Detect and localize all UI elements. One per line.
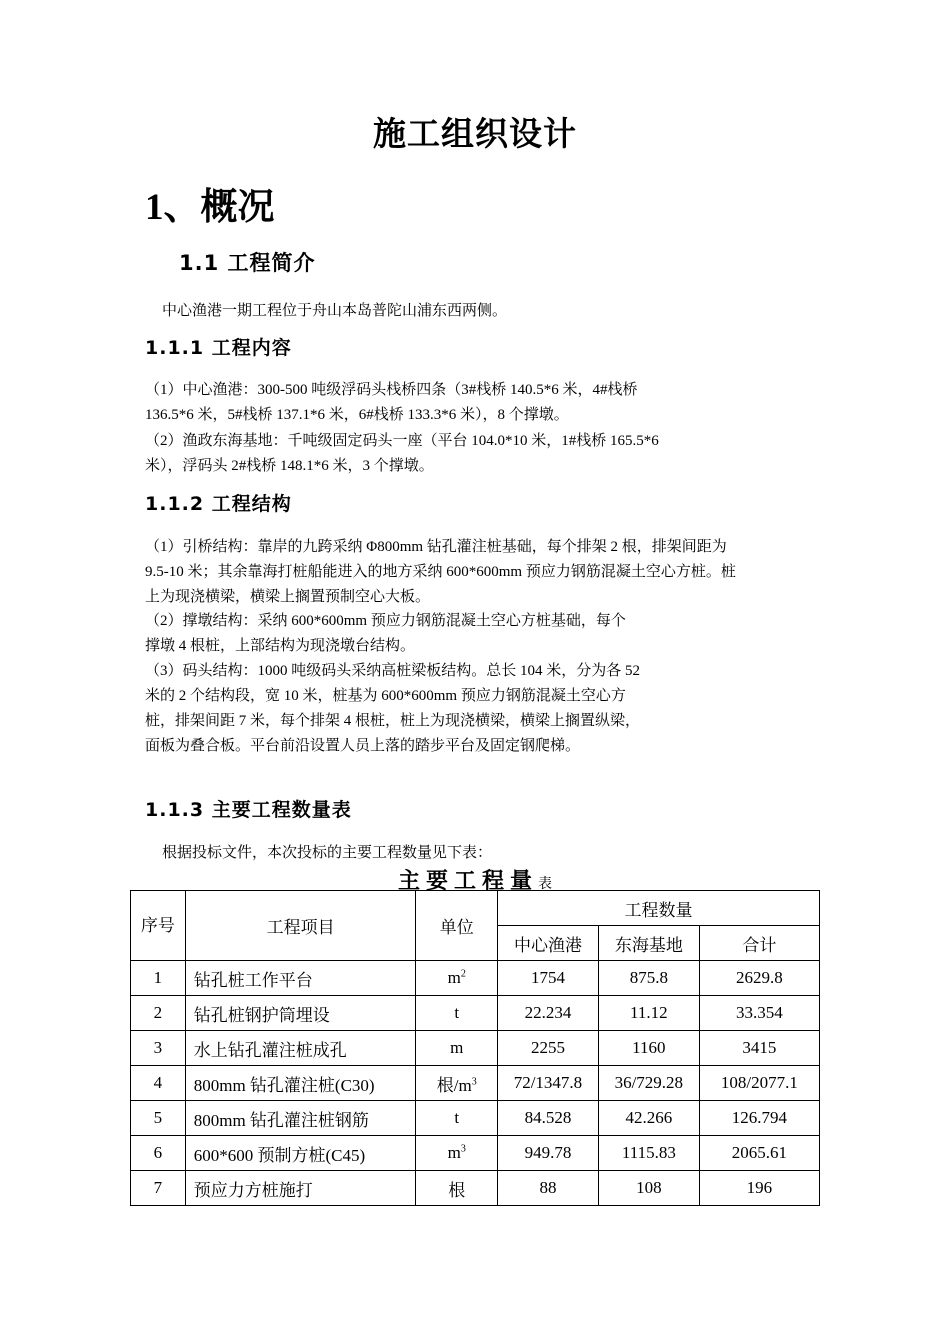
document-title: 施工组织设计: [373, 117, 577, 153]
table-row: [131, 1171, 820, 1206]
unit-superscript: 3: [471, 1075, 477, 1087]
cell-total: [699, 1136, 819, 1171]
cell-name: [185, 996, 416, 1031]
cell-unit: [416, 1101, 498, 1136]
table-row: [131, 1136, 820, 1171]
cell-name-text: 钻孔桩钢护筒埋设: [193, 1005, 330, 1025]
table-row: [131, 961, 820, 996]
cell-donghai-base-text: 11.12: [630, 1003, 668, 1022]
unit-superscript: 2: [460, 968, 466, 980]
cell-unit-text: m: [447, 1143, 461, 1162]
header-donghai-base: 东海基地: [598, 926, 699, 961]
cell-total-text: 3415: [742, 1038, 777, 1057]
cell-name: [185, 1171, 416, 1206]
cell-donghai-base-text: 42.266: [625, 1108, 673, 1127]
table-row: [131, 1031, 820, 1066]
section-heading-1-1-2: 1.1.2 工程结构: [145, 493, 292, 515]
structure-line: 面板为叠合板。平台前沿设置人员上落的踏步平台及固定钢爬梯。: [145, 738, 581, 754]
cell-center-port-text: 2255: [530, 1038, 565, 1057]
table-row: [131, 1066, 820, 1101]
cell-seq-text: 4: [153, 1073, 163, 1092]
cell-total-text: 2629.8: [736, 968, 783, 987]
structure-line: 9.5-10 米；其余靠海打桩船能进入的地方采纳 600*600mm 预应力钢筋混凝土空心方桩。桩: [145, 564, 736, 580]
structure-line: （3）码头结构：1000 吨级码头采纳高桩梁板结构。总长 104 米，分为各 52: [145, 663, 641, 679]
cell-donghai-base: [598, 961, 699, 996]
cell-donghai-base: [598, 1136, 699, 1171]
cell-donghai-base-text: 1115.83: [621, 1143, 676, 1162]
cell-center-port: [498, 961, 599, 996]
cell-center-port-text: 88: [539, 1178, 557, 1197]
content-line: 米），浮码头 2#栈桥 148.1*6 米，3 个撑墩。: [145, 458, 434, 474]
header-seq: 序号: [131, 891, 186, 961]
cell-total: [699, 961, 819, 996]
structure-line: 米的 2 个结构段，宽 10 米，桩基为 600*600mm 预应力钢筋混凝土空心方: [145, 688, 626, 704]
cell-name-text: 800mm 钻孔灌注桩(C30): [193, 1075, 375, 1095]
cell-center-port-text: 72/1347.8: [513, 1073, 583, 1092]
cell-name: [185, 1101, 416, 1136]
cell-seq: [131, 1066, 186, 1101]
content-line: （2）渔政东海基地：千吨级固定码头一座（平台 104.0*10 米，1#栈桥 165.5*6: [145, 433, 659, 449]
table-header-row: [131, 891, 820, 926]
cell-seq: [131, 1136, 186, 1171]
intro-paragraph: 中心渔港一期工程位于舟山本岛普陀山浦东西两侧。: [162, 303, 508, 319]
cell-unit-text: t: [454, 1108, 460, 1127]
cell-center-port: [498, 1171, 599, 1206]
cell-name: [185, 1031, 416, 1066]
cell-donghai-base: [598, 1101, 699, 1136]
cell-donghai-base: [598, 996, 699, 1031]
cell-seq: [131, 1031, 186, 1066]
section-heading-1-1-1: 1.1.1 工程内容: [145, 337, 292, 359]
cell-total: [699, 1031, 819, 1066]
cell-total-text: 126.794: [731, 1108, 787, 1127]
cell-unit: [416, 961, 498, 996]
cell-center-port-text: 84.528: [524, 1108, 572, 1127]
cell-center-port: [498, 1031, 599, 1066]
cell-name-text: 预应力方桩施打: [193, 1180, 313, 1200]
content-line: （1）中心渔港：300-500 吨级浮码头栈桥四条（3#栈桥 140.5*6 米，4#栈桥: [145, 382, 638, 398]
table-caption-main: 主要工程量: [397, 868, 538, 893]
cell-name-text: 钻孔桩工作平台: [193, 970, 313, 990]
chapter-heading: 1、概况: [145, 187, 275, 228]
cell-name: [185, 961, 416, 996]
cell-total-text: 33.354: [736, 1003, 783, 1022]
table-caption-suffix: 表: [538, 877, 552, 892]
header-total: 合计: [699, 926, 819, 961]
cell-seq-text: 2: [153, 1003, 163, 1022]
cell-unit: [416, 996, 498, 1031]
cell-center-port: [498, 1066, 599, 1101]
cell-total-text: 196: [746, 1178, 773, 1197]
cell-seq: [131, 996, 186, 1031]
table-row: [131, 996, 820, 1031]
cell-unit-text: m: [450, 1038, 464, 1057]
cell-seq-text: 3: [153, 1038, 163, 1057]
cell-name: [185, 1066, 416, 1101]
header-center-port: 中心渔港: [498, 926, 599, 961]
section-heading-1-1-3: 1.1.3 主要工程数量表: [145, 799, 352, 821]
cell-seq: [131, 961, 186, 996]
cell-seq: [131, 1171, 186, 1206]
cell-center-port: [498, 1101, 599, 1136]
cell-seq-text: 6: [153, 1143, 163, 1162]
cell-center-port-text: 949.78: [524, 1143, 572, 1162]
cell-name: [185, 1136, 416, 1171]
cell-donghai-base: [598, 1066, 699, 1101]
section-heading-1-1: 1.1 工程简介: [179, 251, 316, 275]
header-name: 工程项目: [185, 891, 416, 961]
table-intro: 根据投标文件，本次投标的主要工程数量见下表：: [162, 845, 493, 861]
cell-donghai-base-text: 108: [636, 1178, 662, 1197]
cell-name-text: 水上钻孔灌注桩成孔: [193, 1040, 347, 1060]
structure-line: 撑墩 4 根桩，上部结构为现浇墩台结构。: [145, 638, 416, 654]
cell-total-text: 108/2077.1: [720, 1073, 798, 1092]
cell-donghai-base-text: 875.8: [629, 968, 668, 987]
cell-unit-text: 根/m: [436, 1075, 472, 1095]
cell-seq-text: 5: [153, 1108, 163, 1127]
cell-center-port: [498, 996, 599, 1031]
table-row: [131, 1101, 820, 1136]
cell-name-text: 600*600 预制方桩(C45): [193, 1145, 366, 1165]
cell-name-text: 800mm 钻孔灌注桩钢筋: [193, 1110, 369, 1130]
cell-total: [699, 1066, 819, 1101]
cell-center-port-text: 22.234: [524, 1003, 572, 1022]
structure-line: 桩，排架间距 7 米，每个排架 4 根桩，桩上为现浇横梁，横梁上搁置纵梁，: [145, 713, 641, 729]
cell-unit-text: 根: [448, 1180, 466, 1200]
structure-line: （1）引桥结构：靠岸的九跨采纳 Φ800mm 钻孔灌注桩基础，每个排架 2 根，排架间距为: [145, 539, 727, 555]
cell-unit: [416, 1136, 498, 1171]
header-quantity: 工程数量: [498, 891, 820, 926]
cell-donghai-base-text: 1160: [632, 1038, 666, 1057]
cell-donghai-base: [598, 1171, 699, 1206]
content-line: 136.5*6 米，5#栈桥 137.1*6 米，6#栈桥 133.3*6 米），8 个撑墩。: [145, 407, 569, 423]
cell-center-port: [498, 1136, 599, 1171]
cell-total: [699, 1101, 819, 1136]
cell-seq: [131, 1101, 186, 1136]
cell-unit-text: t: [454, 1003, 460, 1022]
cell-unit: [416, 1171, 498, 1206]
cell-seq-text: 7: [153, 1178, 163, 1197]
cell-total: [699, 996, 819, 1031]
cell-seq-text: 1: [153, 968, 163, 987]
cell-donghai-base-text: 36/729.28: [614, 1073, 684, 1092]
cell-total: [699, 1171, 819, 1206]
structure-line: 上为现浇横梁，横梁上搁置预制空心大板。: [145, 589, 431, 605]
cell-unit: [416, 1031, 498, 1066]
header-unit: 单位: [416, 891, 498, 961]
cell-unit: [416, 1066, 498, 1101]
cell-total-text: 2065.61: [731, 1143, 787, 1162]
quantity-table: [130, 890, 820, 1206]
cell-unit-text: m: [447, 968, 461, 987]
structure-line: （2）撑墩结构：采纳 600*600mm 预应力钢筋混凝土空心方桩基础，每个: [145, 613, 626, 629]
cell-center-port-text: 1754: [530, 968, 565, 987]
cell-donghai-base: [598, 1031, 699, 1066]
unit-superscript: 3: [460, 1143, 466, 1155]
